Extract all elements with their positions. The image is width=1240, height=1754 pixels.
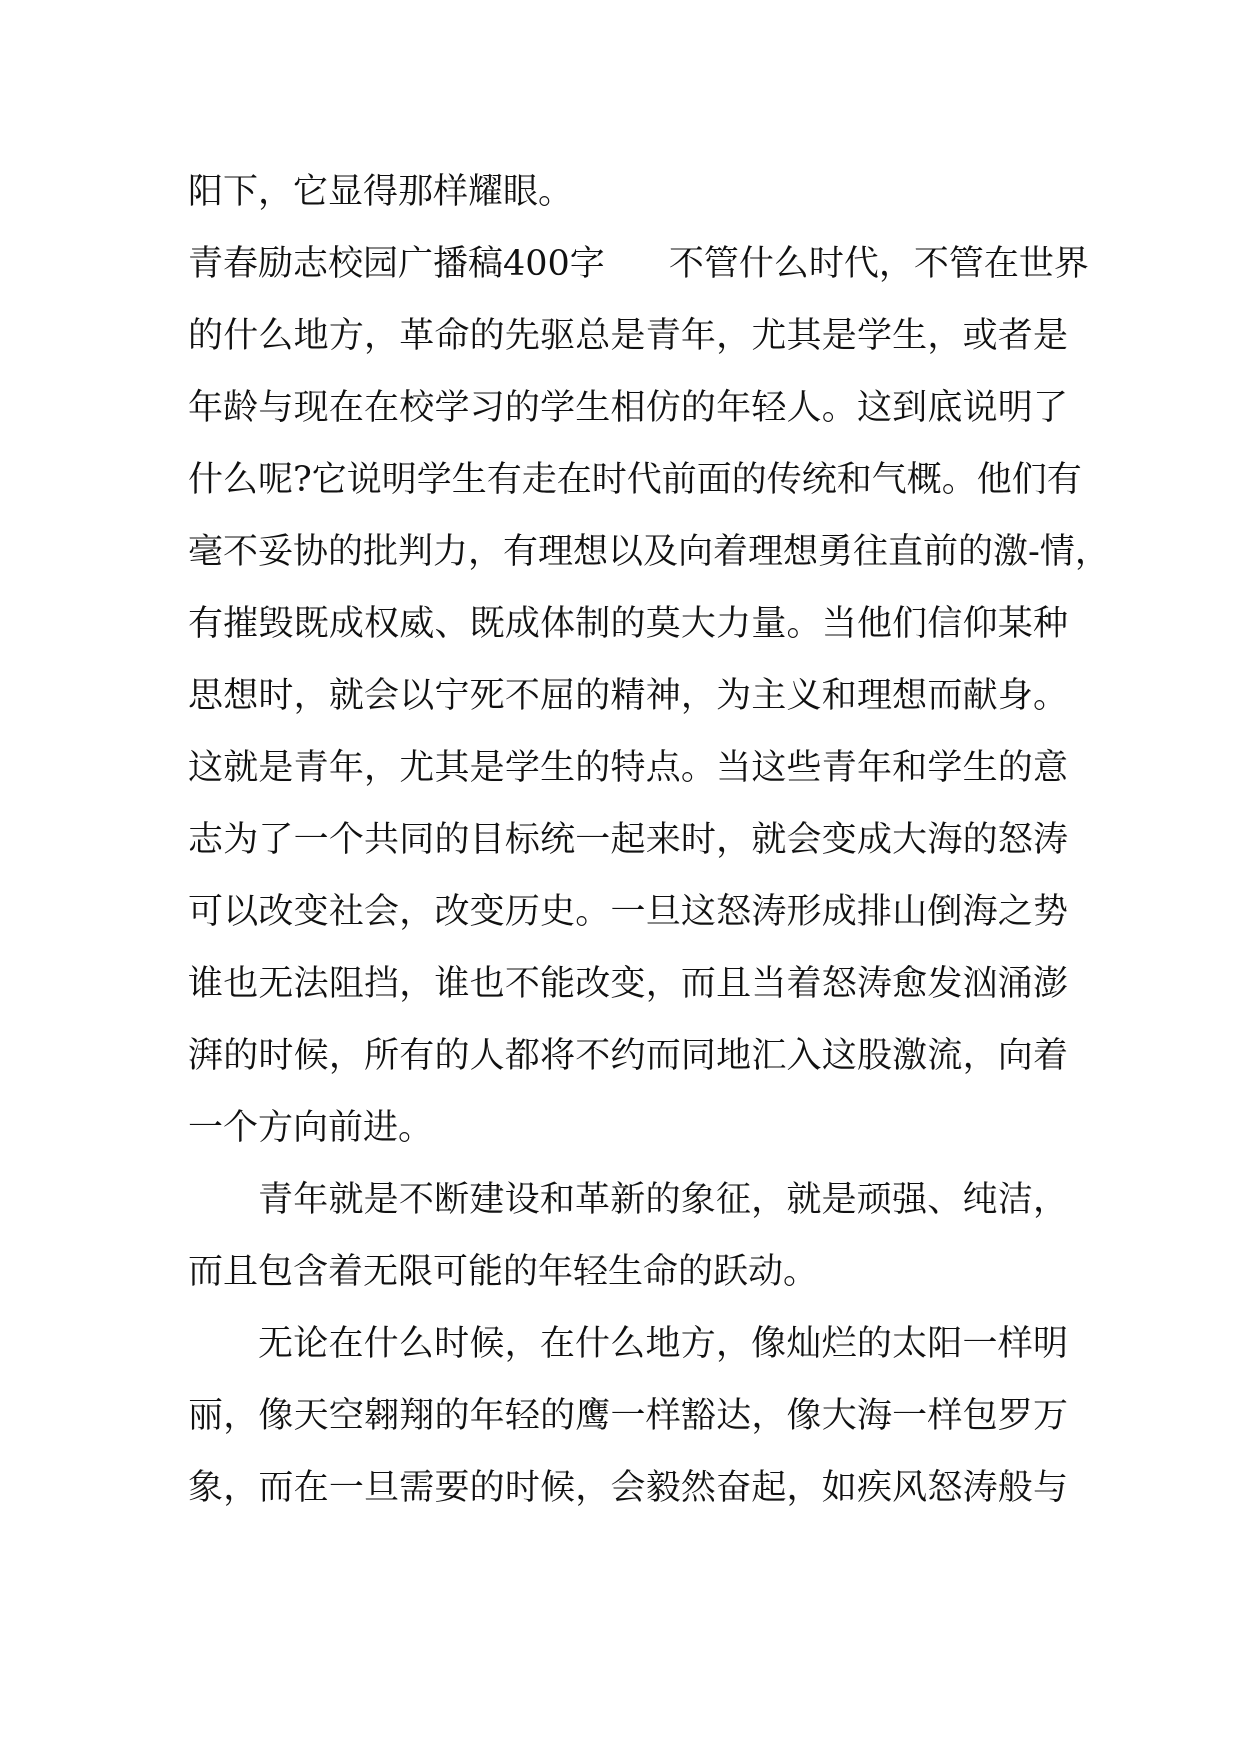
text-line: 志为了一个共同的目标统一起来时，就会变成大海的怒涛 (188, 820, 1068, 860)
text-line: 这就是青年，尤其是学生的特点。当这些青年和学生的意 (188, 748, 1068, 788)
paragraph-first-line: 无论在什么时候，在什么地方，像灿烂的太阳一样明 (258, 1324, 1068, 1364)
text-line: 一个方向前进。 (188, 1108, 434, 1148)
text-line: 谁也无法阻挡，谁也不能改变，而且当着怒涛愈发汹涌澎 (188, 964, 1068, 1004)
text-line: 的什么地方，革命的先驱总是青年，尤其是学生，或者是 (188, 316, 1068, 356)
article-opening: 不管什么时代，不管在世界 (668, 244, 1089, 284)
text-line: 湃的时候，所有的人都将不约而同地汇入这股激流，向着 (188, 1036, 1068, 1076)
text-line: 有摧毁既成权威、既成体制的莫大力量。当他们信仰某种 (188, 604, 1068, 644)
text-line: 什么呢?它说明学生有走在时代前面的传统和气概。他们有 (188, 460, 1082, 500)
text-line: 丽，像天空翱翔的年轻的鹰一样豁达，像大海一样包罗万 (188, 1396, 1068, 1436)
text-line: 毫不妥协的批判力，有理想以及向着理想勇往直前的激-情， (188, 532, 1110, 572)
text-line: 阳下，它显得那样耀眼。 (188, 172, 574, 212)
text-line-with-title (188, 239, 1089, 289)
text-line: 而且包含着无限可能的年轻生命的跃动。 (188, 1252, 819, 1292)
text-line: 象，而在一旦需要的时候，会毅然奋起，如疾风怒涛般与 (188, 1468, 1068, 1508)
text-line: 可以改变社会，改变历史。一旦这怒涛形成排山倒海之势 (188, 892, 1068, 932)
text-line: 年龄与现在在校学习的学生相仿的年轻人。这到底说明了 (188, 388, 1068, 428)
text-line: 思想时，就会以宁死不屈的精神，为主义和理想而献身。 (188, 676, 1068, 716)
paragraph-first-line: 青年就是不断建设和革新的象征，就是顽强、纯洁， (258, 1180, 1068, 1220)
article-title: 青春励志校园广播稿400字 (188, 244, 605, 284)
